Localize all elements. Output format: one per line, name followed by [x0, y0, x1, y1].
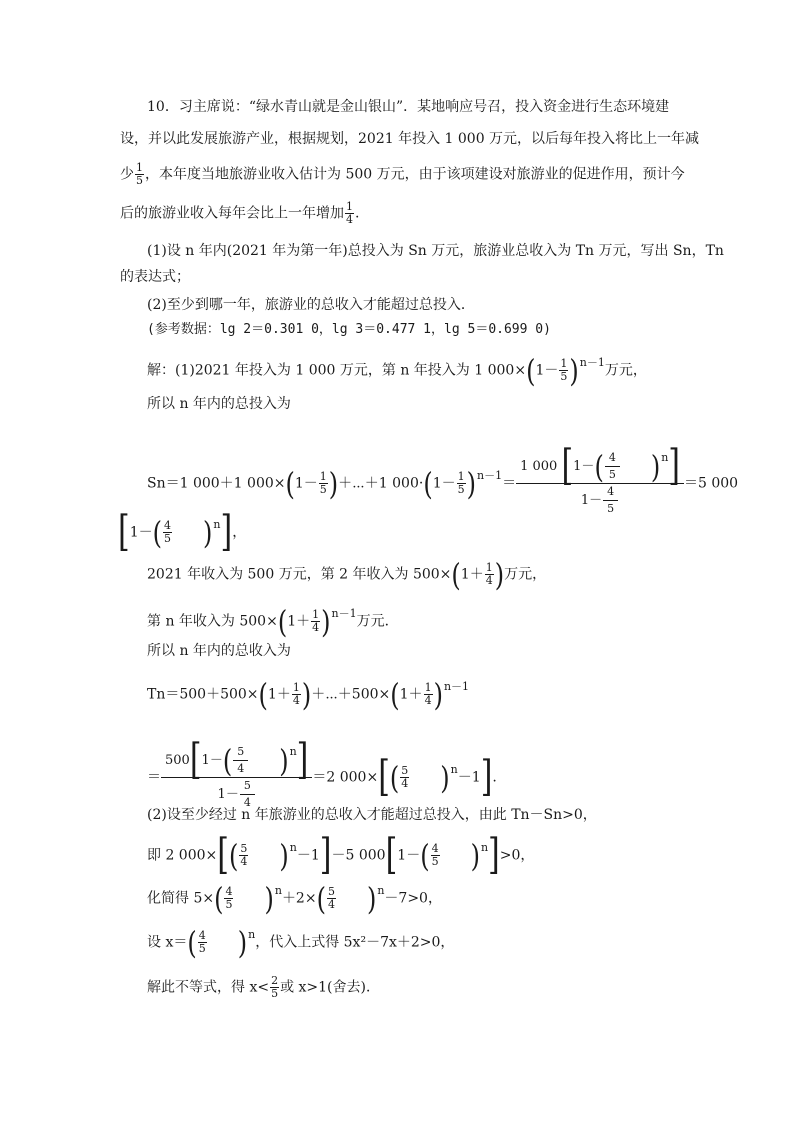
- solution-line-2: 所以 n 年内的总投入为: [147, 396, 291, 412]
- solution-sn-result: [1－( $\frac{4}{5}$ )$^n$]，: [118, 507, 247, 557]
- question-2: (2)至少到哪一年，旅游业的总收入才能超过总投入．: [147, 297, 475, 313]
- solution-sn-formula: Sn＝1 000＋1 000×(1－ $\frac{1}{5}$ )＋⋯＋1 000·(1－ $\frac{1}{5}$ )$^{n-1}$＝ 1 000 [1－( $\frac{4}{5}$ )$^n$] 1－ $\frac{4}{5}$ ＝5 000: [147, 441, 739, 515]
- fraction-1-5: $\frac{1}{5}$: [136, 161, 143, 187]
- solution-line-5: 2021 年收入为 500 万元，第 2 年收入为 500×(1＋ $\frac{1}{4}$ )万元，: [147, 556, 547, 593]
- sn-sum-fraction: 1 000 [1－( $\frac{4}{5}$ )$^n$] 1－ $\frac{4}{5}$: [516, 452, 684, 515]
- solution-line-1: 解：(1)2021 年投入为 1 000 万元，第 n 年投入为 1 000×(1－ $\frac{1}{5}$ )$^{n-1}$万元，: [147, 352, 647, 389]
- question-1-line-1: (1)设 n 年内(2021 年为第一年)总投入为 Sn 万元，旅游业总收入为 Tn 万元，写出 Sn，Tn: [147, 243, 724, 259]
- problem-line-1: 10．习主席说：“绿水青山就是金山银山”．某地响应号召，投入资金进行生态环境建: [147, 99, 670, 115]
- solution-line-12: 化简得 5×( $\frac{4}{5}$ )$^n$＋2×( $\frac{5}{4}$ )$^n$－7>0，: [147, 880, 442, 917]
- solution-tn-result: ＝ 500[1－( $\frac{5}{4}$ )$^n$] 1－ $\frac{5}{4}$ ＝2 000×[( $\frac{5}{4}$ )$^n$－1].: [147, 735, 497, 809]
- solution-line-13: 设 x＝( $\frac{4}{5}$ )$^n$，代入上式得 5x²－7x＋2>0，: [147, 924, 455, 961]
- problem-line-4: 后的旅游业收入每年会比上一年增加 $\frac{1}{4}$ .: [120, 200, 360, 226]
- solution-line-14: 解此不等式，得 x< $\frac{2}{5}$ 或 x>1(舍去)．: [147, 974, 380, 1000]
- solution-tn-formula: Tn＝500＋500×(1＋ $\frac{1}{4}$ )＋⋯＋500×(1＋ $\frac{1}{4}$ )$^{n-1}$: [147, 676, 470, 713]
- solution-line-11: 即 2 000×[( $\frac{5}{4}$ )$^n$－1]－5 000[1－( $\frac{4}{5}$ )$^n$]>0，: [147, 830, 535, 880]
- fraction-1-4: $\frac{1}{4}$: [346, 200, 353, 226]
- question-1-line-2: 的表达式；: [120, 269, 190, 285]
- solution-line-7: 所以 n 年内的总收入为: [147, 643, 291, 659]
- problem-line-3: 少 $\frac{1}{5}$ ，本年度当地旅游业收入估计为 500 万元，由于该项建设对旅游业的促进作用，预计今: [120, 161, 685, 187]
- solution-line-10: (2)设至少经过 n 年旅游业的总收入才能超过总投入，由此 Tn－Sn>0，: [147, 807, 597, 823]
- tn-sum-fraction: 500[1－( $\frac{5}{4}$ )$^n$] 1－ $\frac{5}{4}$: [161, 746, 312, 809]
- problem-line-2: 设，并以此发展旅游产业，根据规划，2021 年投入 1 000 万元，以后每年投入将比上一年减: [120, 131, 700, 147]
- reference-data: (参考数据：lg 2＝0.301 0，lg 3＝0.477 1，lg 5＝0.699 0): [147, 322, 551, 337]
- solution-line-6: 第 n 年收入为 500×(1＋ $\frac{1}{4}$ )$^{n-1}$万元．: [147, 603, 399, 640]
